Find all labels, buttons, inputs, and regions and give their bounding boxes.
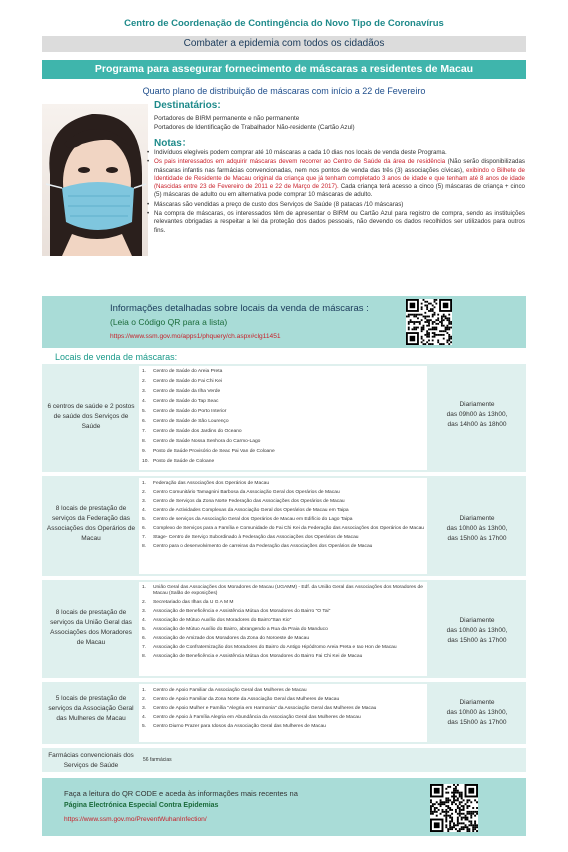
location-name: União Geral das Associações dos Moradores de Macau (UGAMM) - Edf. da União Geral das Associações dos Moradores de Macau (Salão de exposições) bbox=[153, 585, 423, 596]
group-name: 8 locais de prestação de serviços da União Geral das Associações dos Moradores de Macau bbox=[50, 609, 132, 646]
location-item bbox=[139, 399, 427, 405]
location-item bbox=[139, 459, 427, 465]
location-number: 8. bbox=[142, 654, 147, 659]
location-number: 7. bbox=[142, 429, 147, 434]
location-number: 8. bbox=[142, 439, 147, 444]
info-url-link[interactable]: https://www.ssm.gov.mo/apps1/phquery/ch.aspx#clg11451 bbox=[110, 333, 281, 340]
group-name: 5 locais de prestação de serviços da Associação Geral das Mulheres de Macau bbox=[48, 695, 134, 722]
location-number: 3. bbox=[142, 499, 147, 504]
location-number: 3. bbox=[142, 389, 147, 394]
opening-hours bbox=[430, 698, 524, 728]
location-item bbox=[139, 379, 427, 385]
sales-locations-title: Locais de venda de máscaras: bbox=[55, 352, 178, 362]
location-number: 4. bbox=[142, 399, 147, 404]
hours-afternoon: das 14h00 às 18h00 bbox=[447, 421, 507, 428]
location-name: Centro de Saúde dos Jardins do Oceano bbox=[153, 429, 242, 434]
location-name: Centro Comunitário Tamagnini Barbosa da Associação Geral dos Operários de Macau bbox=[153, 490, 340, 495]
location-number: 7. bbox=[142, 645, 147, 650]
notes-list bbox=[147, 149, 525, 236]
info-box bbox=[42, 296, 526, 348]
location-name: Federação das Associações dos Operários de Macau bbox=[153, 481, 270, 486]
masked-woman-photo bbox=[42, 104, 148, 256]
location-number: 5. bbox=[142, 627, 147, 632]
location-name: Centro de Saúde de São Lourenço bbox=[153, 419, 229, 424]
location-group bbox=[42, 682, 526, 744]
location-list bbox=[139, 684, 427, 742]
location-item bbox=[139, 618, 427, 624]
location-number: 1. bbox=[142, 688, 147, 693]
recipients-title: Destinatários: bbox=[154, 100, 221, 111]
distribution-plan-title: Quarto plano de distribuição de máscaras com início a 22 de Fevereiro bbox=[142, 86, 426, 96]
location-number: 5. bbox=[142, 409, 147, 414]
location-number: 2. bbox=[142, 600, 147, 605]
group-name: 6 centros de saúde e 2 postos de saúde dos Serviços de Saúde bbox=[47, 403, 135, 430]
opening-hours bbox=[430, 400, 524, 430]
location-name: Centro de Actividades Complexas da Associação Geral dos Operários de Macau em Taipa bbox=[153, 508, 349, 513]
location-item bbox=[139, 645, 427, 651]
location-name: Centro de Apoio Familiar da Associação Geral das Mulheres de Macau bbox=[153, 688, 307, 693]
location-list bbox=[139, 478, 427, 574]
location-name: Centro Diurno Prazer para Idosos da Associação Geral das Mulheres de Macau bbox=[153, 724, 326, 729]
note-text: (Não serão disponibilizadas máscaras infantis nas farmácias convencionadas, nem nos pontos de venda das três (3) associações cívicas), bbox=[154, 158, 525, 174]
location-number: 2. bbox=[142, 379, 147, 384]
location-item bbox=[139, 490, 427, 496]
pharmacies-count: 56 farmácias bbox=[143, 757, 172, 763]
hours-morning: das 10h00 às 13h00, bbox=[446, 709, 508, 716]
location-name: Centro de Saúde da Ilha Verde bbox=[153, 389, 221, 394]
footer-url-link[interactable]: https://www.ssm.gov.mo/PreventWuhanInfection/ bbox=[64, 816, 207, 823]
location-number: 8. bbox=[142, 544, 147, 549]
hours-label: Diariamente bbox=[459, 515, 495, 522]
location-item bbox=[139, 600, 427, 606]
location-group bbox=[42, 476, 526, 576]
slogan-banner: Combater a epidemia com todos os cidadãos bbox=[42, 36, 526, 52]
footer-text: Faça a leitura do QR CODE e aceda às informações mais recentes na bbox=[64, 789, 298, 798]
location-number: 1. bbox=[142, 481, 147, 486]
note-item bbox=[147, 158, 525, 199]
location-name: Associação de Beneficência e Assistência Mútua dos Moradores do Bairro Fai Chi Kei de Macau bbox=[153, 654, 363, 659]
location-number: 6. bbox=[142, 526, 147, 531]
location-name: Complexo de Serviços para a Família e Comunidade do Fai Chi Kei da Federação das Associações dos Operários de Macau bbox=[153, 526, 425, 531]
location-item bbox=[139, 429, 427, 435]
programme-banner: Programa para assegurar fornecimento de máscaras a residentes de Macau bbox=[42, 60, 526, 79]
location-name: Centro de Saúde do Porto Interior bbox=[153, 409, 227, 414]
location-number: 7. bbox=[142, 535, 147, 540]
location-item bbox=[139, 369, 427, 375]
location-name: Centro de serviços da Associação Geral dos Operários de Macau em Edifício do Lago Taipa bbox=[153, 517, 353, 522]
hours-morning: das 10h00 às 13h00, bbox=[446, 525, 508, 532]
location-item bbox=[139, 499, 427, 505]
note-text: Cada criança terá acesso a cinco (5) máscaras de criança + cinco (5) máscaras de adulto ou em alternativa pode comprar 10 máscaras de adulto. bbox=[154, 183, 525, 199]
hours-afternoon: das 15h00 às 17h00 bbox=[447, 535, 507, 542]
location-item bbox=[139, 481, 427, 487]
qr-code-icon[interactable] bbox=[430, 784, 478, 832]
location-list bbox=[139, 582, 427, 676]
location-item bbox=[139, 508, 427, 514]
location-name: Centro de Saúde do Areia Preta bbox=[153, 369, 223, 374]
note-item: • Na compra de máscaras, os interessados têm de apresentar o BIRM ou Cartão Azul para registro de compra, sendo as instituições relevantes obrigadas a respeitar a lei da proteção dos dados pessoais, não devendo os dados recolhidos ser utilizados para outros fins. bbox=[147, 210, 525, 235]
location-name: Centro de Apoio Mulher e Família "Alegria em Harmonia" da Associação Geral das Mulheres de Macau bbox=[153, 706, 377, 711]
info-title: Informações detalhadas sobre locais da venda de máscaras : bbox=[110, 303, 369, 314]
location-number: 3. bbox=[142, 706, 147, 711]
location-number: 4. bbox=[142, 618, 147, 623]
location-number: 6. bbox=[142, 419, 147, 424]
location-item bbox=[139, 688, 427, 694]
location-name: Associação de Mútuo Auxílio dos Moradores do Bairro"San Kio" bbox=[153, 618, 292, 623]
location-number: 2. bbox=[142, 697, 147, 702]
location-number: 10. bbox=[142, 459, 149, 464]
location-item bbox=[139, 535, 427, 541]
qr-code-icon[interactable] bbox=[406, 299, 452, 345]
location-item bbox=[139, 609, 427, 615]
hours-morning: das 10h00 às 13h00, bbox=[446, 627, 508, 634]
group-name: 8 locais de prestação de serviços da Federação das Associações dos Operários de Macau bbox=[46, 505, 136, 542]
location-name: Associação de Mútuo Auxílio do Bairro, abrangendo a Rua da Praia do Manduco bbox=[153, 627, 328, 632]
location-item bbox=[139, 449, 427, 455]
footer-box bbox=[42, 778, 526, 836]
location-item bbox=[139, 389, 427, 395]
location-number: 1. bbox=[142, 585, 147, 590]
location-item bbox=[139, 526, 427, 532]
pharmacies-row bbox=[42, 748, 526, 772]
location-number: 1. bbox=[142, 369, 147, 374]
location-item bbox=[139, 517, 427, 523]
location-number: 3. bbox=[142, 609, 147, 614]
footer-page-name: Página Electrónica Especial Contra Epidemias bbox=[64, 802, 219, 809]
location-name: Associação de Confraternização dos Moradores do Bairro do Antigo Hipódromo Areia Preta e Iao Hon de Macau bbox=[153, 645, 397, 650]
note-highlight: exibindo o Bilhete de Identidade de Residente de Macau original da criança que já tenham completado 3 anos de idade e que tenham até 8 anos de idade (Nascidas entre 23 de Fevereiro de 2011 e 22 de Março de 2017). bbox=[154, 166, 525, 191]
recipients-line: Portadores de BIRM permanente e não permanente bbox=[154, 115, 300, 122]
location-name: Secretariado das Ilhas da U G A M M bbox=[153, 600, 234, 605]
opening-hours bbox=[430, 616, 524, 646]
location-number: 6. bbox=[142, 636, 147, 641]
location-number: 4. bbox=[142, 508, 147, 513]
location-name: Centro de Saúde do Fai Chi Kei bbox=[153, 379, 223, 384]
location-item bbox=[139, 544, 427, 550]
location-number: 5. bbox=[142, 517, 147, 522]
location-item bbox=[139, 627, 427, 633]
location-item bbox=[139, 715, 427, 721]
location-item bbox=[139, 706, 427, 712]
location-name: Centro de Apoio Familiar da Zona Norte da Associação Geral das Mulheres de Macau bbox=[153, 697, 340, 702]
location-number: 2. bbox=[142, 490, 147, 495]
note-item: • Máscaras são vendidas a preço de custo dos Serviços de Saúde (8 patacas /10 máscaras) bbox=[147, 201, 525, 209]
location-name: Centro de Saúde Nossa Senhora do Carmo-Lago bbox=[153, 439, 261, 444]
hours-afternoon: das 15h00 às 17h00 bbox=[447, 637, 507, 644]
location-item bbox=[139, 439, 427, 445]
location-item bbox=[139, 697, 427, 703]
location-name: Centro de Apoio à Família Alegria em Abundância da Associação Geral das Mulheres de Macau bbox=[153, 715, 361, 720]
pharmacies-name: Farmácias convencionais dos Serviços de Saúde bbox=[48, 752, 134, 769]
location-number: 4. bbox=[142, 715, 147, 720]
hours-label: Diariamente bbox=[459, 401, 495, 408]
location-name: Centro de Saúde do Tap Seac bbox=[153, 399, 219, 404]
hours-label: Diariamente bbox=[459, 617, 495, 624]
info-subtitle: (Leia o Código QR para a lista) bbox=[110, 317, 228, 327]
note-highlight: Os pais interessados em adquirir máscaras devem recorrer ao Centro de Saúde da área de residência bbox=[154, 158, 446, 166]
opening-hours bbox=[430, 514, 524, 544]
coordination-centre-title: Centro de Coordenação de Contingência do Novo Tipo de Coronavírus bbox=[124, 18, 444, 29]
location-name: Associação de Amizade dos Moradores da Zona do Noroeste de Macau bbox=[153, 636, 310, 641]
location-item bbox=[139, 419, 427, 425]
location-item bbox=[139, 585, 427, 597]
hours-label: Diariamente bbox=[459, 699, 495, 706]
location-item bbox=[139, 636, 427, 642]
notes-title: Notas： bbox=[154, 138, 192, 149]
location-name: Posto de Saúde Provisório de Seac Pai Van de Coloane bbox=[153, 449, 275, 454]
recipients-line: Portadores de Identificação de Trabalhador Não-residente (Cartão Azul) bbox=[154, 124, 355, 131]
location-name: Stage- Centro de Serviço Subordinado à Federação das Associações dos Operários de Macau bbox=[153, 535, 359, 540]
location-item bbox=[139, 724, 427, 730]
location-name: Posto de Saúde de Coloane bbox=[153, 459, 215, 464]
location-group bbox=[42, 580, 526, 678]
location-name: Centro para o desenvolvimento de carreiras da Federação das Associações dos Operários de Macau bbox=[153, 544, 373, 549]
hours-morning: das 09h00 às 13h00, bbox=[446, 411, 508, 418]
location-list bbox=[139, 366, 427, 470]
hours-afternoon: das 15h00 às 17h00 bbox=[447, 719, 507, 726]
location-name: Centro de Serviços da Zona Norte Federação das Associações dos Operários de Macau bbox=[153, 499, 345, 504]
location-number: 5. bbox=[142, 724, 147, 729]
location-number: 9. bbox=[142, 449, 147, 454]
location-group bbox=[42, 364, 526, 472]
location-item bbox=[139, 409, 427, 415]
location-name: Associação de Beneficência e Assistência Mútua dos Moradores do Bairro "O Tai" bbox=[153, 609, 331, 614]
location-item bbox=[139, 654, 427, 660]
note-item: • Indivíduos elegíveis podem comprar até 10 máscaras a cada 10 dias nos locais de venda deste Programa. bbox=[147, 149, 525, 157]
